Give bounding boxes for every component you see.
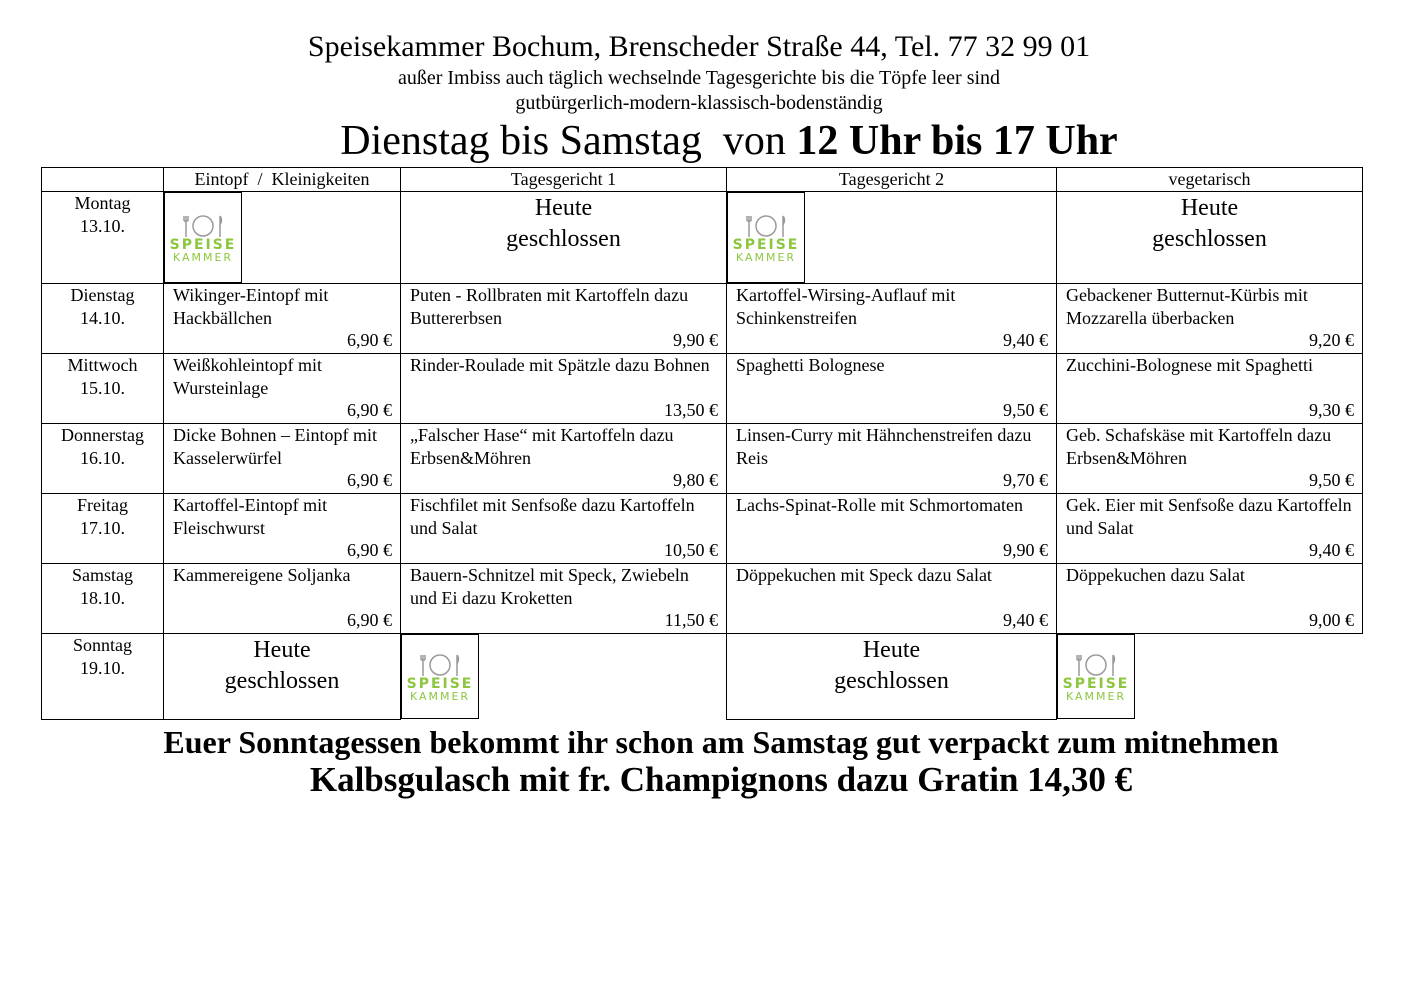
day-date: 15.10. (80, 378, 125, 398)
speisekammer-logo (402, 651, 478, 702)
speisekammer-logo (1058, 651, 1134, 702)
menu-cell-eintopf (164, 424, 401, 494)
speisekammer-logo (165, 212, 241, 263)
table-row (42, 192, 1363, 284)
closed-line-1: Heute (862, 637, 921, 663)
menu-cell-eintopf (164, 354, 401, 424)
day-cell (42, 634, 164, 720)
day-name: Donnerstag (61, 425, 144, 445)
dish-price: 9,50 € (1309, 470, 1354, 490)
logo-line-2: KAMMER (172, 251, 234, 264)
day-name: Sonntag (72, 635, 132, 655)
menu-cell-tagesgericht-2 (727, 424, 1057, 494)
dish-name: Kartoffel-Wirsing-Auflauf mit Schinkenstreifen (736, 285, 956, 328)
dish-price: 9,50 € (1003, 400, 1048, 420)
menu-cell-tagesgericht-2 (727, 564, 1057, 634)
table-row (42, 564, 1363, 634)
dish-name: Weißkohleintopf mit Wursteinlage (173, 355, 323, 398)
opening-times: 12 Uhr bis 17 Uhr (796, 118, 1118, 164)
menu-cell-vegetarisch (1057, 634, 1135, 719)
dish-price: 9,80 € (673, 470, 718, 490)
header-vegetarisch: vegetarisch (1057, 168, 1363, 192)
dish-price: 6,90 € (347, 470, 392, 490)
menu-cell-tagesgericht-2 (727, 494, 1057, 564)
day-cell (42, 564, 164, 634)
day-date: 19.10. (80, 658, 125, 678)
dish-name: Puten - Rollbraten mit Kartoffeln dazu Buttererbsen (410, 285, 689, 328)
table-row (42, 494, 1363, 564)
menu-cell-tagesgericht-1 (401, 424, 727, 494)
dish-price: 9,40 € (1003, 330, 1048, 350)
cutlery-plate-icon (743, 212, 789, 238)
opening-hours (27, 117, 1404, 165)
menu-cell-tagesgericht-1 (401, 284, 727, 354)
menu-cell-vegetarisch (1057, 494, 1363, 564)
menu-cell-vegetarisch (1057, 354, 1363, 424)
dish-name: Döppekuchen dazu Salat (1066, 565, 1245, 585)
menu-cell-eintopf (164, 564, 401, 634)
logo-line-1: SPEISE (169, 237, 237, 253)
logo-line-2: KAMMER (1065, 690, 1127, 703)
dish-name: Döppekuchen mit Speck dazu Salat (736, 565, 992, 585)
menu-cell-vegetarisch (1057, 564, 1363, 634)
dish-price: 9,70 € (1003, 470, 1048, 490)
cutlery-plate-icon (417, 651, 463, 677)
dish-name: Zucchini-Bolognese mit Spaghetti (1066, 355, 1313, 375)
dish-price: 11,50 € (664, 610, 718, 630)
dish-price: 6,90 € (347, 400, 392, 420)
restaurant-title: Speisekammer Bochum, Brenscheder Straße 44, Tel. 77 32 99 01 (307, 30, 1091, 63)
menu-cell-vegetarisch (1057, 424, 1363, 494)
dish-name: Rinder-Roulade mit Spätzle dazu Bohnen (410, 355, 710, 375)
closed-line-2: geschlossen (1152, 226, 1267, 252)
day-name: Freitag (77, 495, 128, 515)
day-name: Samstag (72, 565, 133, 585)
day-name: Dienstag (70, 285, 135, 305)
logo-line-2: KAMMER (735, 251, 797, 264)
dish-name: Fischfilet mit Senfsoße dazu Kartoffeln und Salat (410, 495, 695, 538)
header-eintopf: Eintopf / Kleinigkeiten (164, 168, 401, 192)
menu-cell-tagesgericht-1 (401, 494, 727, 564)
day-cell (42, 192, 164, 284)
menu-cell-eintopf (164, 494, 401, 564)
dish-price: 9,00 € (1309, 610, 1354, 630)
dish-name: Bauern-Schnitzel mit Speck, Zwiebeln und Ei dazu Kroketten (410, 565, 689, 608)
dish-name: Lachs-Spinat-Rolle mit Schmortomaten (736, 495, 1023, 515)
day-date: 16.10. (80, 448, 125, 468)
cutlery-plate-icon (1073, 651, 1119, 677)
closed-line-2: geschlossen (224, 668, 340, 694)
dish-price: 6,90 € (347, 330, 392, 350)
day-date: 13.10. (80, 216, 125, 236)
closed-line-2: geschlossen (834, 668, 949, 694)
table-row (42, 424, 1363, 494)
subtitle-style: gutbürgerlich-modern-klassisch-bodenständig (515, 92, 883, 114)
dish-price: 9,90 € (673, 330, 718, 350)
table-header-row (42, 168, 1363, 192)
dish-name: Linsen-Curry mit Hähnchenstreifen dazu Reis (736, 425, 1032, 468)
menu-cell-vegetarisch (1057, 284, 1363, 354)
dish-name: „Falscher Hase“ mit Kartoffeln dazu Erbsen&Möhren (410, 425, 674, 468)
menu-cell-vegetarisch (1057, 192, 1363, 284)
sunday-takeaway-note: Euer Sonntagessen bekommt ihr schon am Samstag gut verpackt zum mitnehmen (163, 724, 1279, 760)
dish-name: Wikinger-Eintopf mit Hackbällchen (173, 285, 329, 328)
table-row (42, 634, 1363, 720)
dish-name: Kartoffel-Eintopf mit Fleischwurst (173, 495, 328, 538)
menu-cell-tagesgericht-2 (727, 192, 805, 283)
closed-notice (727, 634, 1056, 697)
day-name: Mittwoch (67, 355, 138, 375)
day-cell (42, 354, 164, 424)
speisekammer-logo (728, 212, 804, 263)
logo-line-1: SPEISE (406, 676, 474, 692)
table-row (42, 354, 1363, 424)
dish-price: 13,50 € (664, 400, 718, 420)
menu-cell-tagesgericht-2 (727, 634, 1057, 720)
logo-line-1: SPEISE (1062, 676, 1130, 692)
menu-cell-tagesgericht-1 (401, 564, 727, 634)
menu-cell-tagesgericht-1 (401, 192, 727, 284)
dish-name: Gek. Eier mit Senfsoße dazu Kartoffeln und Salat (1066, 495, 1352, 538)
cutlery-plate-icon (180, 212, 226, 238)
dish-name: Spaghetti Bolognese (736, 355, 885, 375)
day-cell (42, 424, 164, 494)
menu-cell-eintopf (164, 192, 242, 283)
menu-cell-eintopf (164, 284, 401, 354)
sunday-dish-offer: Kalbsgulasch mit fr. Champignons dazu Gratin 14,30 € (309, 760, 1133, 799)
dish-price: 9,40 € (1309, 540, 1354, 560)
header-day (42, 168, 164, 192)
header-tagesgericht-1: Tagesgericht 1 (401, 168, 727, 192)
dish-name: Dicke Bohnen – Eintopf mit Kasselerwürfel (173, 425, 377, 468)
dish-name: Gebackener Butternut-Kürbis mit Mozzarella überbacken (1066, 285, 1308, 328)
dish-price: 9,20 € (1309, 330, 1354, 350)
dish-price: 9,40 € (1003, 610, 1048, 630)
closed-line-2: geschlossen (506, 226, 621, 252)
opening-days: Dienstag bis Samstag von (340, 118, 797, 164)
closed-notice (1057, 192, 1362, 255)
menu-cell-tagesgericht-2 (727, 354, 1057, 424)
subtitle-daily-dishes: außer Imbiss auch täglich wechselnde Tagesgerichte bis die Töpfe leer sind (397, 67, 1001, 89)
menu-cell-tagesgericht-2 (727, 284, 1057, 354)
closed-line-1: Heute (253, 637, 311, 663)
menu-cell-eintopf (164, 634, 401, 720)
dish-price: 6,90 € (347, 610, 392, 630)
header-tagesgericht-2: Tagesgericht 2 (727, 168, 1057, 192)
weekly-menu-table (41, 167, 1363, 720)
day-date: 14.10. (80, 308, 125, 328)
day-cell (42, 494, 164, 564)
dish-price: 6,90 € (347, 540, 392, 560)
day-cell (42, 284, 164, 354)
closed-line-1: Heute (534, 195, 593, 221)
dish-name: Geb. Schafskäse mit Kartoffeln dazu Erbsen&Möhren (1066, 425, 1332, 468)
closed-notice (164, 634, 400, 697)
day-date: 18.10. (80, 588, 125, 608)
dish-name: Kammereigene Soljanka (173, 565, 351, 585)
closed-notice (401, 192, 726, 255)
closed-line-1: Heute (1180, 195, 1239, 221)
dish-price: 9,30 € (1309, 400, 1354, 420)
table-row (42, 284, 1363, 354)
dish-price: 9,90 € (1003, 540, 1048, 560)
logo-line-2: KAMMER (409, 690, 471, 703)
dish-price: 10,50 € (664, 540, 718, 560)
menu-cell-tagesgericht-1 (401, 354, 727, 424)
logo-line-1: SPEISE (732, 237, 800, 253)
menu-cell-tagesgericht-1 (401, 634, 479, 719)
day-date: 17.10. (80, 518, 125, 538)
day-name: Montag (74, 193, 131, 213)
